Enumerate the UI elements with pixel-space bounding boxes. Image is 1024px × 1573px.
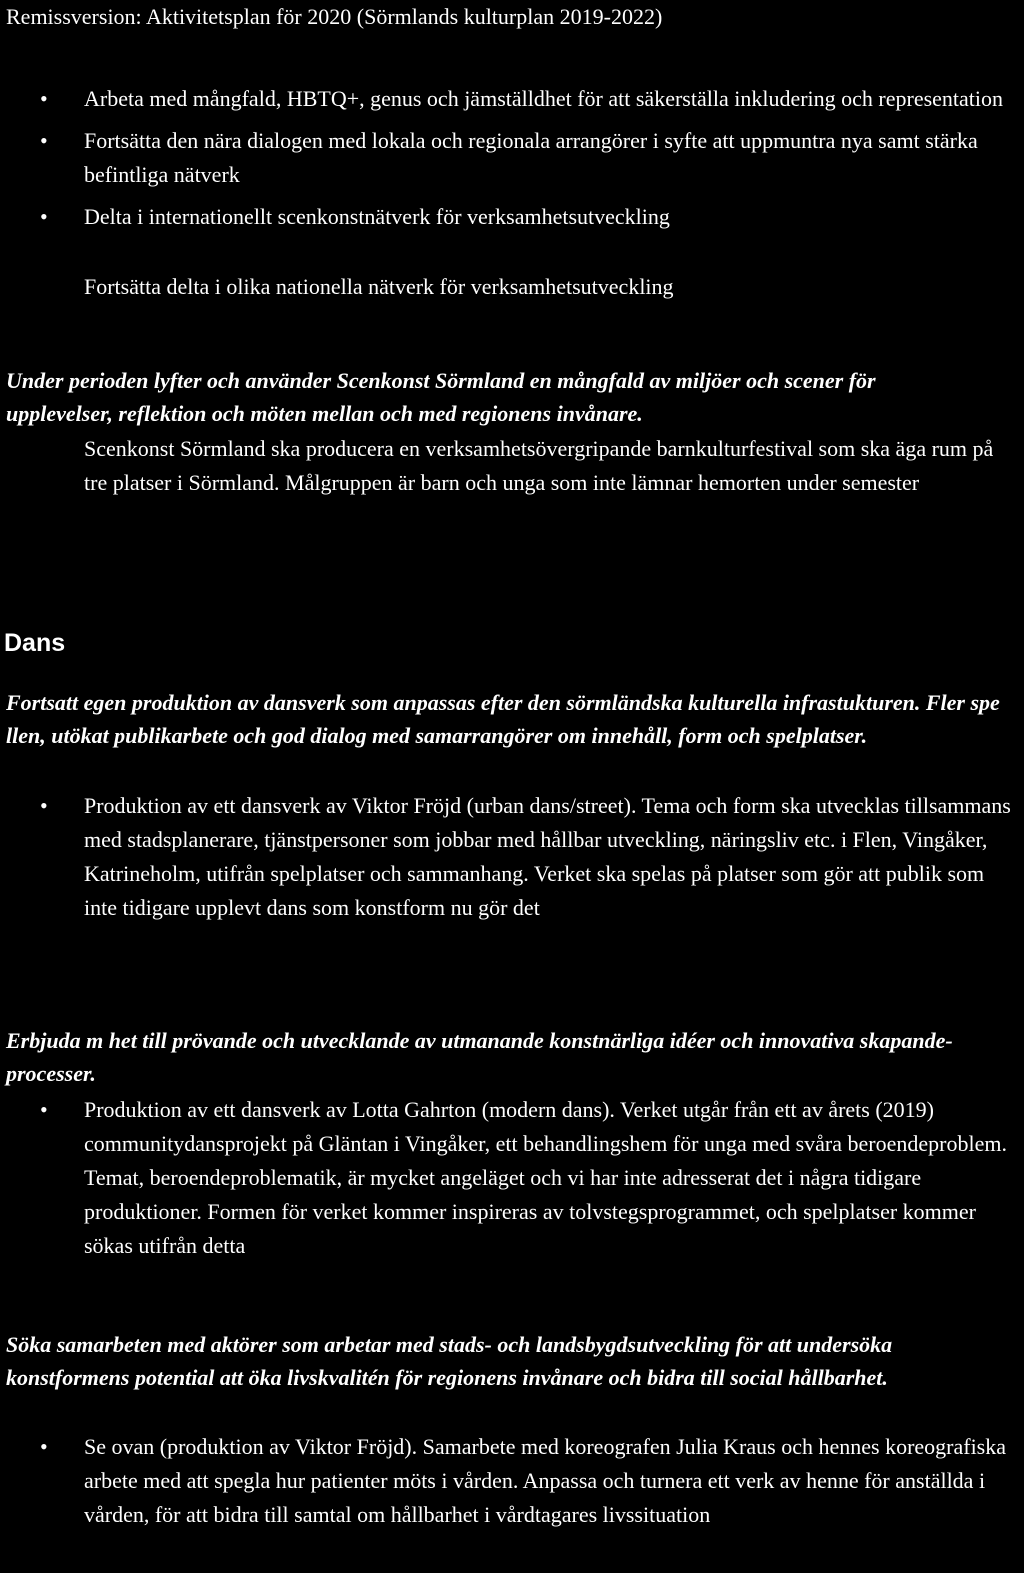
list-item-text: Arbeta med mångfald, HBTQ+, genus och jämställdhet för att säkerställa inkludering och representation xyxy=(84,86,1004,111)
document-header: Remissversion: Aktivitetsplan för 2020 (Sörmlands kulturplan 2019-2022) xyxy=(6,4,663,29)
list-item-text: Se ovan (produktion av Viktor Fröjd). Samarbete med koreografen Julia Kraus och hennes koreografiska arbete med att spegla hur patienter möts i vården. Anpassa och turnera ett verk av henne för anställda i vården, för att bidra till samtal om hållbarhet i vårdtagares livssituation xyxy=(84,1434,1007,1527)
bullet-icon: • xyxy=(40,86,48,111)
dans-goal-2-heading: Erbjuda m het till prövande och utvecklande av utmanande konstnärliga idéer och innovativa skapande-processer. xyxy=(6,1028,953,1086)
list-item-text: Fortsätta den nära dialogen med lokala och regionala arrangörer i syfte att uppmuntra nya samt stärka befintliga nätverk xyxy=(84,128,978,187)
bullet-icon: • xyxy=(40,1434,48,1459)
list-item-text: Produktion av ett dansverk av Viktor Fröjd (urban dans/street). Tema och form ska utvecklas tillsammans med stadsplanerare, tjänstpersoner som jobbar med hållbar utveckling, näringsliv etc. i Flen, Vingåker, Katrineholm, utifrån spelplatser och sammanhang. Verket ska spelas på platser som gör att publik som inte tidigare upplevt dans som konstform nu gör det xyxy=(84,793,1011,920)
list-item xyxy=(6,789,1022,925)
intro-trailing-line: Fortsätta delta i olika nationella nätverk för verksamhetsutveckling xyxy=(84,274,674,299)
list-item xyxy=(6,124,1016,192)
list-item-text: Delta i internationellt scenkonstnätverk för verksamhetsutveckling xyxy=(84,204,670,229)
list-item xyxy=(6,200,1016,234)
list-item-text: Produktion av ett dansverk av Lotta Gahrton (modern dans). Verket utgår från ett av årets (2019) communitydansprojekt på Gläntan i Vingåker, ett behandlingshem för unga med svåra beroendeproblem. Temat, beroendeproblematik, är mycket angeläget och vi har inte adresserat det i några tidigare produktioner. Formen för verket kommer inspireras av tolvstegsprogrammet, och spelplatser kommer sökas utifrån detta xyxy=(84,1097,1007,1258)
list-item xyxy=(6,82,1016,116)
dans-goal-1-heading: Fortsatt egen produktion av dansverk som anpassas efter den sörmländska kulturella infrastukturen. Fler spe llen, utökat publikarbete och god dialog med samarrangörer om innehåll, form och spelplatser. xyxy=(6,690,1000,748)
period-goal-heading: Under perioden lyfter och använder Scenkonst Sörmland en mångfald av miljöer och scener för upplevelser, reflektion och möten mellan och med regionens invånare. xyxy=(6,368,876,426)
dans-goal-2-list xyxy=(6,1093,1018,1263)
list-item xyxy=(6,1093,1018,1263)
section-title-dans: Dans xyxy=(4,629,66,657)
dans-goal-1-list xyxy=(6,789,1022,925)
bullet-icon: • xyxy=(40,1097,48,1122)
bullet-icon: • xyxy=(40,128,48,153)
dans-goal-3-heading: Söka samarbeten med aktörer som arbetar med stads- och landsbygdsutveckling för att undersöka konstformens potential att öka livskvalitén för regionens invånare och bidra till social hållbarhet. xyxy=(6,1332,893,1390)
intro-bullet-list xyxy=(6,82,1016,234)
bullet-icon: • xyxy=(40,793,48,818)
list-item xyxy=(6,1430,1018,1532)
dans-goal-3-list xyxy=(6,1430,1018,1532)
bullet-icon: • xyxy=(40,204,48,229)
period-goal-body: Scenkonst Sörmland ska producera en verksamhetsövergripande barnkulturfestival som ska äga rum på tre platser i Sörmland. Målgruppen är barn och unga som inte lämnar hemorten under semester xyxy=(84,436,994,495)
